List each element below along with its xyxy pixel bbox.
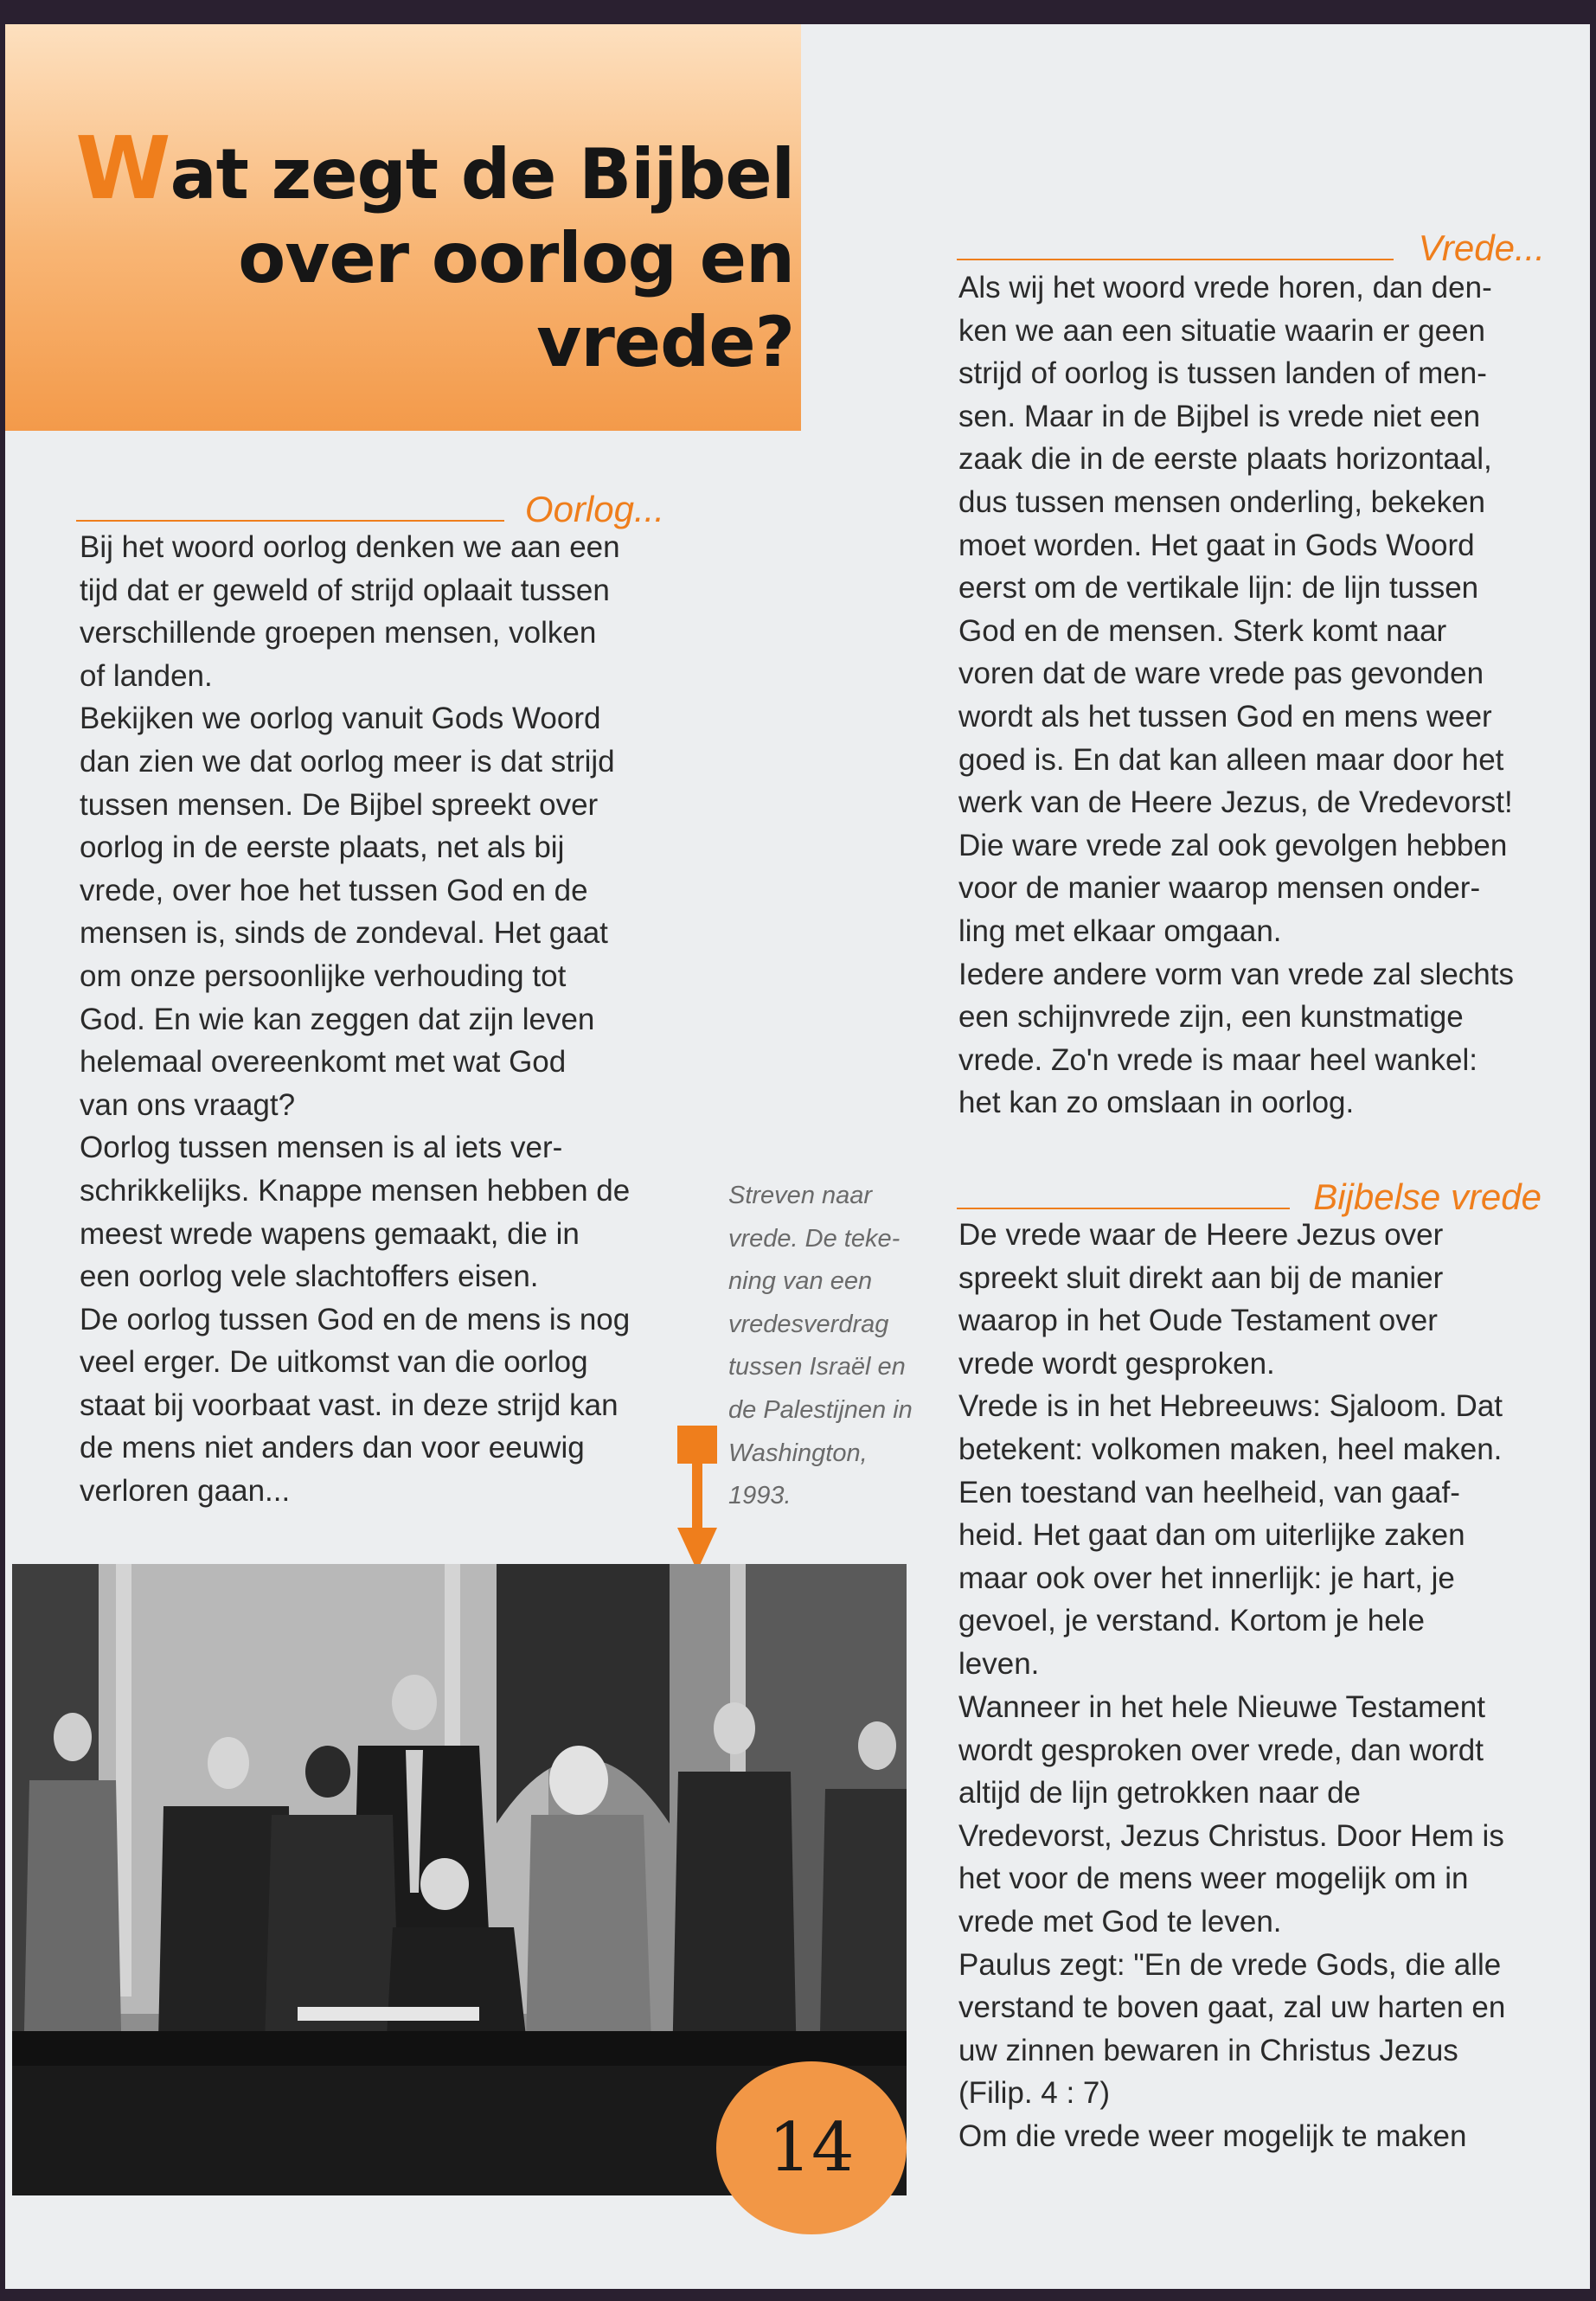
text-line: Om die vrede weer mogelijk te maken bbox=[958, 2118, 1467, 2153]
text-line: vrede met God te leven. bbox=[958, 1904, 1282, 1939]
text-line: meest wrede wapens gemaakt, die in bbox=[80, 1216, 580, 1251]
text-line: Wanneer in het hele Nieuwe Testament bbox=[958, 1690, 1485, 1724]
text-line: een schijnvrede zijn, een kunstmatige bbox=[958, 1000, 1464, 1035]
text-line: werk van de Heere Jezus, de Vredevorst! bbox=[958, 785, 1513, 820]
text-line: oorlog in de eerste plaats, net als bij bbox=[80, 830, 565, 865]
page-number-badge bbox=[716, 2061, 907, 2234]
text-line: Washington, bbox=[728, 1439, 868, 1467]
text-line: strijd of oorlog is tussen landen of men- bbox=[958, 356, 1487, 391]
text-line: Vrede is in het Hebreeuws: Sjaloom. Dat bbox=[958, 1389, 1503, 1424]
text-line: het kan zo omslaan in oorlog. bbox=[958, 1086, 1355, 1120]
text-line: (Filip. 4 : 7) bbox=[958, 2076, 1111, 2111]
text-line: vrede. De teke- bbox=[728, 1224, 901, 1253]
text-line: Paulus zegt: "En de vrede Gods, die alle bbox=[958, 1947, 1502, 1982]
text-line: God en de mensen. Sterk komt naar bbox=[958, 613, 1447, 648]
text-line: van ons vraagt? bbox=[80, 1087, 296, 1122]
text-line: vrede wordt gesproken. bbox=[958, 1346, 1275, 1381]
text-line: spreekt sluit direkt aan bij de manier bbox=[958, 1260, 1444, 1295]
text-line: Streven naar bbox=[728, 1182, 873, 1209]
text-line: tussen Israël en bbox=[728, 1353, 906, 1381]
text-line: voor de manier waarop mensen onder- bbox=[958, 871, 1481, 906]
text-line: tijd dat er geweld of strijd oplaait tussen bbox=[80, 573, 610, 607]
text-line: moet worden. Het gaat in Gods Woord bbox=[958, 528, 1475, 562]
text-line: staat bij voorbaat vast. in deze strijd kan bbox=[80, 1388, 619, 1422]
text-line: tussen mensen. De Bijbel spreekt over bbox=[80, 787, 599, 822]
oorlog-body-text bbox=[80, 526, 702, 1513]
title-line-2: over oorlog en bbox=[238, 218, 794, 298]
text-line: verschillende groepen mensen, volken bbox=[80, 616, 597, 651]
text-line: vrede, over hoe het tussen God en de bbox=[80, 873, 588, 907]
text-line: Oorlog tussen mensen is al iets ver- bbox=[80, 1131, 563, 1165]
text-line: gevoel, je verstand. Kortom je hele bbox=[958, 1604, 1425, 1638]
text-line: veel erger. De uitkomst van die oorlog bbox=[80, 1345, 588, 1380]
heading-rule bbox=[957, 1208, 1290, 1209]
page-number: 14 bbox=[768, 2109, 855, 2187]
title-banner bbox=[5, 24, 801, 431]
title-line-3: vrede? bbox=[536, 302, 794, 382]
section-heading-bijbelse-vrede bbox=[957, 1166, 1542, 1218]
text-line: maar ook over het innerlijk: je hart, je bbox=[958, 1561, 1455, 1595]
text-line: altijd de lijn getrokken naar de bbox=[958, 1776, 1362, 1811]
text-line: eerst om de vertikale lijn: de lijn tussen bbox=[958, 571, 1479, 606]
text-line: om onze persoonlijke verhouding tot bbox=[80, 958, 567, 993]
text-line: Een toestand van heelheid, van gaaf- bbox=[958, 1475, 1460, 1509]
text-line: goed is. En dat kan alleen maar door het bbox=[958, 742, 1504, 777]
magazine-page bbox=[5, 24, 1590, 2289]
text-line: Iedere andere vorm van vrede zal slechts bbox=[958, 957, 1514, 991]
text-line: mensen is, sinds de zondeval. Het gaat bbox=[80, 916, 608, 951]
text-line: het voor de mens weer mogelijk om in bbox=[958, 1862, 1469, 1896]
text-line: schrikkelijks. Knappe mensen hebben de bbox=[80, 1173, 631, 1208]
text-line: of landen. bbox=[80, 658, 213, 693]
text-line: een oorlog vele slachtoffers eisen. bbox=[80, 1259, 539, 1294]
text-line: verstand te boven gaat, zal uw harten en bbox=[958, 1990, 1506, 2025]
text-line: vrede. Zo'n vrede is maar heel wankel: bbox=[958, 1042, 1478, 1077]
text-line: ning van een bbox=[728, 1267, 873, 1296]
text-line: uw zinnen bewaren in Christus Jezus bbox=[958, 2033, 1458, 2067]
heading-rule bbox=[957, 259, 1394, 260]
bijbelse-body-text-2 bbox=[958, 1686, 1581, 2158]
text-line: de Palestijnen in bbox=[728, 1395, 913, 1424]
bijbelse-body-text-1 bbox=[958, 1214, 1581, 1686]
text-line: vredesverdrag bbox=[728, 1310, 889, 1338]
heading-label: Vrede... bbox=[1418, 228, 1545, 268]
text-line: helemaal overeenkomt met wat God bbox=[80, 1045, 567, 1080]
text-line: God. En wie kan zeggen dat zijn leven bbox=[80, 1002, 595, 1036]
text-line: Die ware vrede zal ook gevolgen hebben bbox=[958, 828, 1508, 862]
section-heading-oorlog bbox=[76, 478, 664, 530]
page-title bbox=[75, 118, 794, 384]
text-line: Als wij het woord vrede horen, dan den- bbox=[958, 271, 1492, 304]
text-line: dan zien we dat oorlog meer is dat strijd bbox=[80, 744, 615, 779]
title-initial: W bbox=[75, 118, 170, 219]
title-line-1: at zegt de Bijbel bbox=[170, 134, 794, 215]
text-line: De oorlog tussen God en de mens is nog bbox=[80, 1302, 631, 1336]
text-line: heid. Het gaat dan om uiterlijke zaken bbox=[958, 1518, 1465, 1553]
text-line: verloren gaan... bbox=[80, 1474, 291, 1509]
photo-caption bbox=[728, 1175, 927, 1518]
heading-label: Oorlog... bbox=[524, 489, 664, 529]
text-line: De vrede waar de Heere Jezus over bbox=[958, 1218, 1444, 1252]
text-line: Bij het woord oorlog denken we aan een bbox=[80, 530, 620, 564]
section-heading-vrede bbox=[957, 217, 1545, 269]
text-line: wordt als het tussen God en mens weer bbox=[958, 699, 1492, 734]
text-line: ken we aan een situatie waarin er geen bbox=[958, 313, 1486, 348]
text-line: dus tussen mensen onderling, bekeken bbox=[958, 484, 1486, 519]
text-line: Vredevorst, Jezus Christus. Door Hem is bbox=[958, 1818, 1504, 1853]
text-line: voren dat de ware vrede pas gevonden bbox=[958, 657, 1484, 691]
text-line: zaak die in de eerste plaats horizontaal, bbox=[958, 442, 1492, 477]
text-line: leven. bbox=[958, 1646, 1040, 1681]
text-line: sen. Maar in de Bijbel is vrede niet een bbox=[958, 399, 1481, 433]
text-line: ling met elkaar omgaan. bbox=[958, 913, 1282, 948]
text-line: Bekijken we oorlog vanuit Gods Woord bbox=[80, 702, 601, 736]
heading-label: Bijbelse vrede bbox=[1313, 1176, 1542, 1217]
heading-rule bbox=[76, 520, 504, 522]
text-line: waarop in het Oude Testament over bbox=[958, 1304, 1438, 1338]
text-line: wordt gesproken over vrede, dan wordt bbox=[958, 1733, 1484, 1767]
arrow-down-icon bbox=[676, 1426, 719, 1573]
text-line: betekent: volkomen maken, heel maken. bbox=[958, 1432, 1503, 1466]
text-line: 1993. bbox=[728, 1482, 792, 1510]
vrede-body-text bbox=[958, 266, 1581, 1125]
text-line: de mens niet anders dan voor eeuwig bbox=[80, 1431, 585, 1465]
